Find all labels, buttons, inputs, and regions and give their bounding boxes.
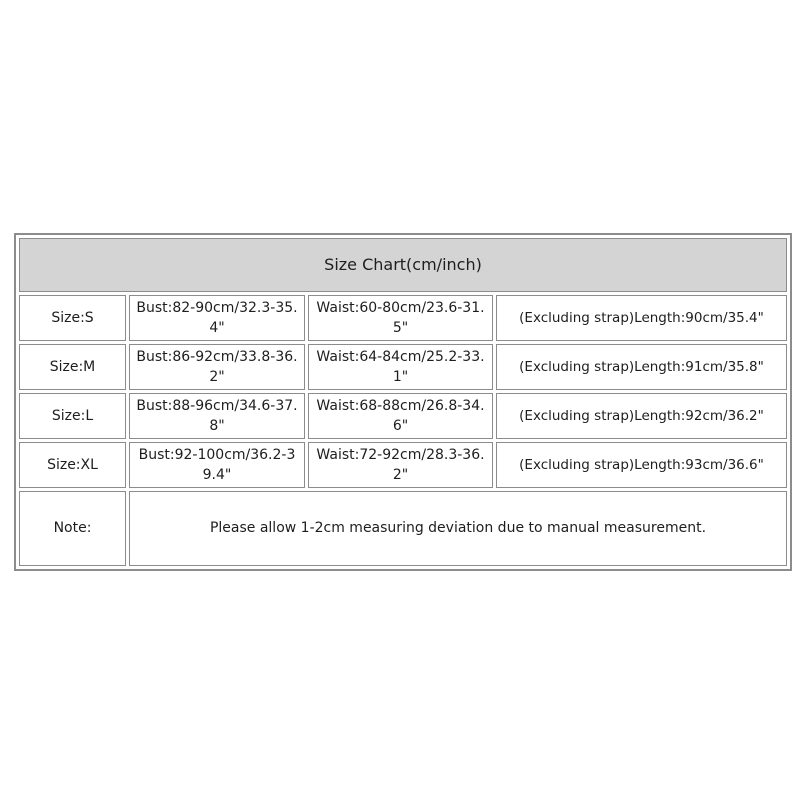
- waist-measurement: Waist:68-88cm/26.8-34.6": [308, 393, 493, 439]
- length-measurement: (Excluding strap)Length:93cm/36.6": [496, 442, 787, 488]
- length-measurement: (Excluding strap)Length:92cm/36.2": [496, 393, 787, 439]
- waist-measurement: Waist:60-80cm/23.6-31.5": [308, 295, 493, 341]
- size-chart-table: [14, 233, 792, 571]
- note-row: [19, 491, 787, 566]
- bust-measurement: Bust:86-92cm/33.8-36.2": [129, 344, 305, 390]
- table-row: [19, 393, 787, 439]
- note-text: Please allow 1-2cm measuring deviation due to manual measurement.: [129, 491, 787, 566]
- waist-measurement: Waist:64-84cm/25.2-33.1": [308, 344, 493, 390]
- length-measurement: (Excluding strap)Length:91cm/35.8": [496, 344, 787, 390]
- title-row: [19, 238, 787, 292]
- table-row: [19, 344, 787, 390]
- bust-measurement: Bust:88-96cm/34.6-37.8": [129, 393, 305, 439]
- table-row: [19, 442, 787, 488]
- bust-measurement: Bust:82-90cm/32.3-35.4": [129, 295, 305, 341]
- length-measurement: (Excluding strap)Length:90cm/35.4": [496, 295, 787, 341]
- size-chart-title: Size Chart(cm/inch): [19, 238, 787, 292]
- size-label: Size:L: [19, 393, 126, 439]
- note-label: Note:: [19, 491, 126, 566]
- size-label: Size:XL: [19, 442, 126, 488]
- size-label: Size:M: [19, 344, 126, 390]
- bust-measurement: Bust:92-100cm/36.2-39.4": [129, 442, 305, 488]
- waist-measurement: Waist:72-92cm/28.3-36.2": [308, 442, 493, 488]
- size-label: Size:S: [19, 295, 126, 341]
- table-row: [19, 295, 787, 341]
